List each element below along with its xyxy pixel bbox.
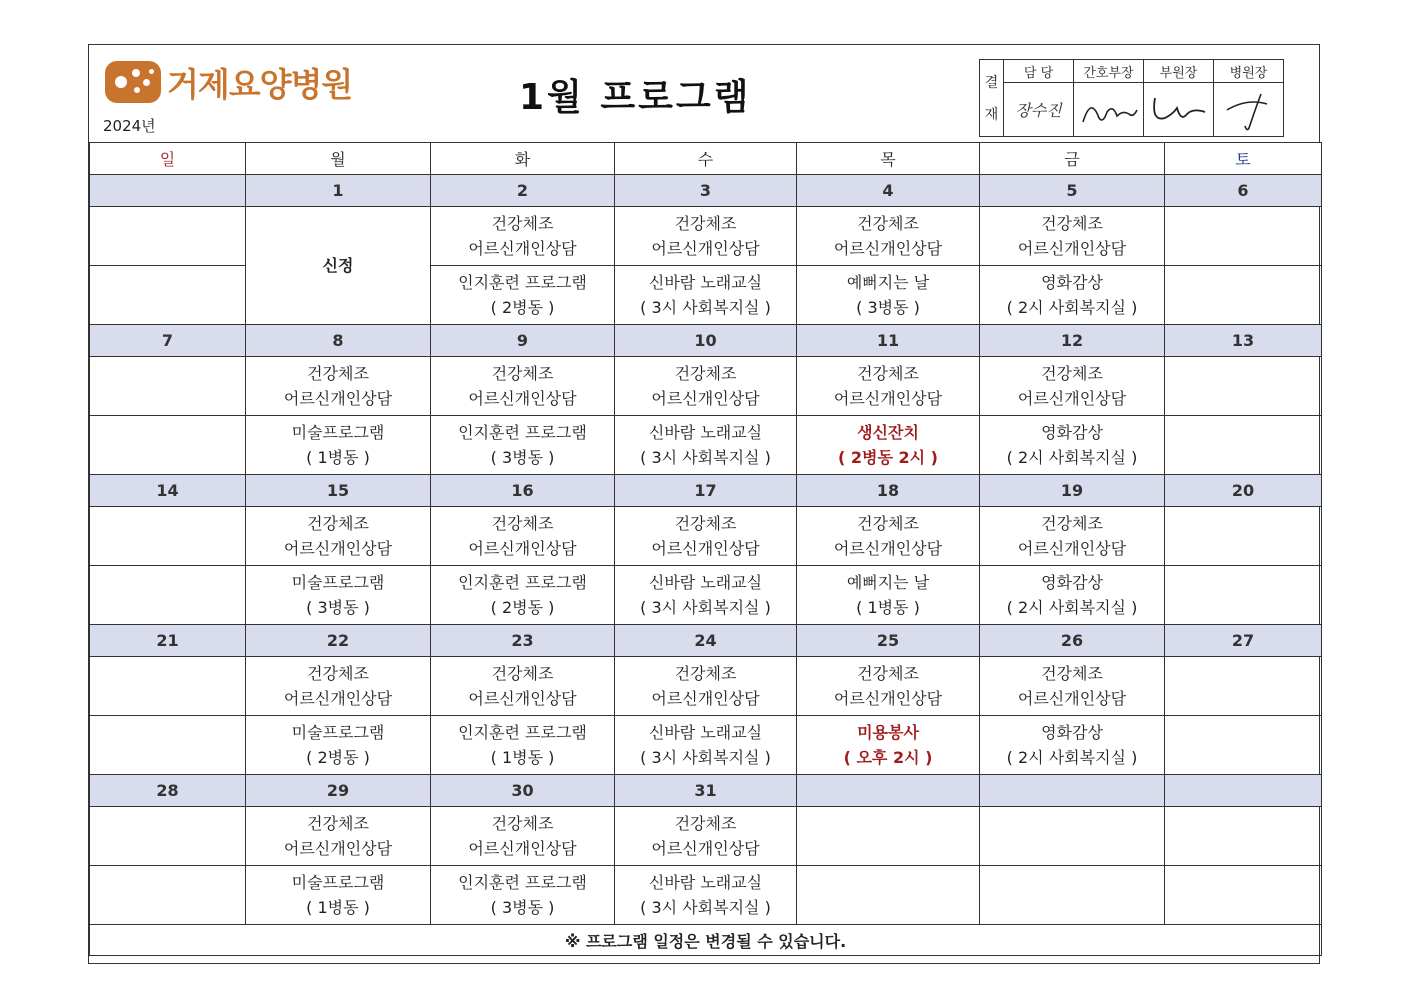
approval-col-director: 병원장: [1214, 60, 1283, 136]
year-label: 2024년: [103, 117, 156, 135]
hospital-logo-icon: [105, 61, 161, 103]
program-cell: [797, 357, 980, 416]
program-detail: 어르신개인상담: [651, 239, 760, 258]
date-cell: 22: [246, 625, 431, 657]
program-detail: ( 2시 사회복지실 ): [1006, 448, 1138, 467]
program-row: [90, 807, 1322, 866]
program-name: 신바람 노래교실: [648, 723, 763, 742]
program-detail: ( 3시 사회복지실 ): [640, 448, 771, 467]
date-cell: 12: [980, 325, 1165, 357]
program-name: 영화감상: [1041, 273, 1103, 292]
date-cell: 11: [797, 325, 980, 357]
program-detail: 어르신개인상담: [468, 239, 577, 258]
approval-label: 결 재: [980, 60, 1004, 136]
program-name: 신바람 노래교실: [648, 573, 763, 592]
program-row: [90, 866, 1322, 925]
program-cell: [1165, 716, 1322, 775]
hospital-name: 거제요양병원: [167, 64, 353, 104]
date-cell: 20: [1165, 475, 1322, 507]
program-detail: ( 2병동 ): [490, 598, 555, 617]
program-name: 건강체조: [674, 364, 737, 383]
date-cell: 13: [1165, 325, 1322, 357]
program-cell: [980, 507, 1165, 566]
date-cell: 29: [246, 775, 431, 807]
program-name: 건강체조: [491, 664, 554, 683]
program-row: [90, 657, 1322, 716]
date-cell: 24: [615, 625, 797, 657]
date-cell: 27: [1165, 625, 1322, 657]
date-cell: [797, 775, 980, 807]
program-cell: [431, 207, 615, 266]
date-cell: 26: [980, 625, 1165, 657]
program-name: 영화감상: [1041, 423, 1103, 442]
weekday-header: 토: [1165, 143, 1322, 175]
program-cell: [1165, 807, 1322, 866]
program-cell: [615, 716, 797, 775]
date-cell: 19: [980, 475, 1165, 507]
program-cell: [980, 566, 1165, 625]
program-detail: ( 2병동 2시 ): [838, 448, 938, 467]
program-detail: ( 1병동 ): [856, 598, 920, 617]
program-detail: 어르신개인상담: [1017, 389, 1127, 408]
program-cell: [246, 716, 431, 775]
program-cell: [797, 207, 980, 266]
program-cell: [980, 207, 1165, 266]
program-name: 건강체조: [1041, 664, 1103, 683]
program-name: 영화감상: [1041, 723, 1103, 742]
program-name: 인지훈련 프로그램: [458, 873, 587, 892]
program-name: 인지훈련 프로그램: [458, 723, 587, 742]
program-detail: ( 1병동 ): [306, 898, 370, 917]
program-name: 건강체조: [307, 664, 369, 683]
program-cell: [431, 716, 615, 775]
weekday-header-row: [90, 143, 1322, 175]
program-cell: [90, 507, 246, 566]
program-cell: [1165, 657, 1322, 716]
program-detail: 어르신개인상담: [651, 689, 760, 708]
program-detail: 어르신개인상담: [651, 839, 760, 858]
program-name: 신바람 노래교실: [648, 273, 763, 292]
manager-signature: 장수진: [1015, 101, 1062, 120]
program-cell: [980, 657, 1165, 716]
program-cell: [615, 807, 797, 866]
program-cell: [980, 716, 1165, 775]
program-cell: [431, 657, 615, 716]
program-cell: [1165, 866, 1322, 925]
program-cell: [797, 416, 980, 475]
program-detail: 어르신개인상담: [833, 689, 943, 708]
program-cell: [615, 207, 797, 266]
program-cell: [615, 657, 797, 716]
date-cell: 8: [246, 325, 431, 357]
program-cell: [615, 416, 797, 475]
program-cell: [980, 357, 1165, 416]
date-cell: 30: [431, 775, 615, 807]
hospital-logo: [105, 57, 352, 107]
program-row: [90, 507, 1322, 566]
program-name: 건강체조: [491, 364, 554, 383]
program-detail: 어르신개인상담: [833, 389, 943, 408]
date-cell: 21: [90, 625, 246, 657]
program-cell: [90, 657, 246, 716]
program-name: 인지훈련 프로그램: [458, 273, 587, 292]
program-name: 예뻐지는 날: [846, 273, 930, 292]
program-cell: [615, 866, 797, 925]
program-cell: [797, 657, 980, 716]
program-cell: [980, 807, 1165, 866]
program-cell: [615, 507, 797, 566]
date-cell: 14: [90, 475, 246, 507]
program-name: 신바람 노래교실: [648, 873, 763, 892]
program-cell: [246, 416, 431, 475]
program-name: 건강체조: [491, 214, 554, 233]
date-row: [90, 325, 1322, 357]
program-name: 생신잔치: [857, 423, 919, 442]
program-name: 건강체조: [674, 814, 737, 833]
program-cell: [615, 266, 797, 325]
program-cell: [1165, 357, 1322, 416]
date-cell: 3: [615, 175, 797, 207]
date-cell: 16: [431, 475, 615, 507]
program-row: [90, 416, 1322, 475]
holiday-cell: 신정: [246, 207, 431, 325]
weekday-header: 금: [980, 143, 1165, 175]
date-cell: [980, 775, 1165, 807]
date-cell: 7: [90, 325, 246, 357]
date-cell: [1165, 775, 1322, 807]
program-detail: 어르신개인상담: [833, 539, 943, 558]
program-detail: 어르신개인상담: [283, 539, 393, 558]
program-detail: 어르신개인상담: [651, 389, 760, 408]
program-detail: ( 3시 사회복지실 ): [640, 298, 771, 317]
program-cell: [431, 566, 615, 625]
monthly-calendar: [89, 142, 1322, 956]
date-cell: 18: [797, 475, 980, 507]
program-cell: [615, 357, 797, 416]
date-cell: 23: [431, 625, 615, 657]
program-cell: [797, 266, 980, 325]
program-cell: [431, 357, 615, 416]
program-name: 건강체조: [674, 514, 737, 533]
program-cell: [1165, 416, 1322, 475]
approval-box: [979, 59, 1284, 137]
program-detail: 어르신개인상담: [468, 389, 577, 408]
program-name: 건강체조: [857, 364, 919, 383]
program-detail: ( 2시 사회복지실 ): [1006, 298, 1138, 317]
sheet-header: [89, 45, 1319, 142]
program-name: 미술프로그램: [291, 723, 385, 742]
program-name: 미용봉사: [857, 723, 919, 742]
program-detail: 어르신개인상담: [283, 689, 393, 708]
program-name: 건강체조: [674, 214, 737, 233]
program-cell: [980, 416, 1165, 475]
program-cell: [246, 657, 431, 716]
program-name: 인지훈련 프로그램: [458, 423, 587, 442]
program-name: 건강체조: [307, 514, 369, 533]
date-cell: [90, 175, 246, 207]
date-cell: 28: [90, 775, 246, 807]
program-cell: [246, 566, 431, 625]
program-name: 예뻐지는 날: [846, 573, 930, 592]
program-name: 인지훈련 프로그램: [458, 573, 587, 592]
weekday-header: 화: [431, 143, 615, 175]
date-cell: 9: [431, 325, 615, 357]
date-cell: 2: [431, 175, 615, 207]
program-detail: ( 2병동 ): [490, 298, 555, 317]
vice-director-signature: [1144, 83, 1213, 136]
program-detail: 어르신개인상담: [283, 839, 393, 858]
program-cell: [431, 416, 615, 475]
program-cell: [431, 866, 615, 925]
program-detail: 어르신개인상담: [651, 539, 760, 558]
program-name: 미술프로그램: [291, 423, 385, 442]
program-cell: [980, 266, 1165, 325]
program-row: [90, 357, 1322, 416]
program-name: 건강체조: [1041, 364, 1103, 383]
program-detail: ( 2시 사회복지실 ): [1006, 598, 1138, 617]
program-name: 건강체조: [307, 364, 369, 383]
date-cell: 10: [615, 325, 797, 357]
date-row: [90, 175, 1322, 207]
weekday-header: 일: [90, 143, 246, 175]
program-name: 건강체조: [857, 214, 919, 233]
program-cell: [90, 416, 246, 475]
program-detail: 어르신개인상담: [468, 689, 577, 708]
program-cell: [90, 807, 246, 866]
program-cell: [431, 807, 615, 866]
program-name: 건강체조: [857, 514, 919, 533]
program-detail: ( 오후 2시 ): [843, 748, 933, 767]
program-detail: 어르신개인상담: [283, 389, 393, 408]
program-cell: [980, 866, 1165, 925]
program-detail: 어르신개인상담: [468, 839, 577, 858]
program-name: 건강체조: [1041, 514, 1103, 533]
program-cell: [90, 266, 246, 325]
program-cell: [1165, 566, 1322, 625]
program-detail: ( 3시 사회복지실 ): [640, 598, 771, 617]
program-detail: 어르신개인상담: [1017, 539, 1127, 558]
weekday-header: 월: [246, 143, 431, 175]
program-cell: [90, 207, 246, 266]
program-cell: [431, 266, 615, 325]
date-cell: 5: [980, 175, 1165, 207]
program-cell: [246, 807, 431, 866]
program-detail: ( 3시 사회복지실 ): [640, 898, 771, 917]
program-detail: 어르신개인상담: [833, 239, 943, 258]
program-sheet: [88, 44, 1320, 964]
program-name: 신바람 노래교실: [648, 423, 763, 442]
program-name: 건강체조: [1041, 214, 1103, 233]
program-name: 건강체조: [307, 814, 369, 833]
program-cell: [90, 357, 246, 416]
program-cell: [615, 566, 797, 625]
program-detail: ( 3병동 ): [306, 598, 370, 617]
date-cell: 15: [246, 475, 431, 507]
weekday-header: 수: [615, 143, 797, 175]
program-detail: ( 3시 사회복지실 ): [640, 748, 771, 767]
weekday-header: 목: [797, 143, 980, 175]
program-cell: [90, 716, 246, 775]
program-detail: ( 2시 사회복지실 ): [1006, 748, 1138, 767]
program-cell: [797, 566, 980, 625]
program-name: 건강체조: [491, 814, 554, 833]
program-detail: 어르신개인상담: [1017, 689, 1127, 708]
date-row: [90, 775, 1322, 807]
program-cell: [90, 866, 246, 925]
program-detail: 어르신개인상담: [468, 539, 577, 558]
program-row: [90, 566, 1322, 625]
program-name: 건강체조: [491, 514, 554, 533]
date-cell: 1: [246, 175, 431, 207]
program-detail: ( 3병동 ): [856, 298, 920, 317]
date-cell: 4: [797, 175, 980, 207]
program-cell: [797, 866, 980, 925]
date-row: [90, 475, 1322, 507]
program-cell: [797, 507, 980, 566]
program-detail: ( 3병동 ): [490, 448, 555, 467]
program-cell: [1165, 207, 1322, 266]
date-cell: 17: [615, 475, 797, 507]
program-name: 영화감상: [1041, 573, 1103, 592]
approval-col-vice-director: 부원장: [1144, 60, 1214, 136]
program-cell: [1165, 266, 1322, 325]
program-detail: ( 1병동 ): [490, 748, 555, 767]
program-name: 미술프로그램: [291, 873, 385, 892]
program-cell: [90, 566, 246, 625]
program-cell: [246, 507, 431, 566]
date-cell: 6: [1165, 175, 1322, 207]
program-detail: ( 1병동 ): [306, 448, 370, 467]
date-cell: 31: [615, 775, 797, 807]
program-detail: ( 2병동 ): [306, 748, 370, 767]
program-detail: ( 3병동 ): [490, 898, 555, 917]
program-cell: [797, 807, 980, 866]
program-cell: [797, 716, 980, 775]
page-title: 1월 프로그램: [519, 77, 752, 118]
program-name: 건강체조: [674, 664, 737, 683]
date-row: [90, 625, 1322, 657]
nursing-head-signature: [1074, 83, 1143, 136]
program-cell: [1165, 507, 1322, 566]
program-row: [90, 716, 1322, 775]
schedule-change-note: ※ 프로그램 일정은 변경될 수 있습니다.: [90, 925, 1322, 956]
approval-col-manager: 담 당 장수진: [1004, 60, 1074, 136]
director-signature: [1214, 83, 1283, 136]
program-cell: [246, 357, 431, 416]
program-cell: [431, 507, 615, 566]
program-name: 건강체조: [857, 664, 919, 683]
approval-col-nursing-head: 간호부장: [1074, 60, 1144, 136]
program-name: 미술프로그램: [291, 573, 385, 592]
program-cell: [246, 866, 431, 925]
program-detail: 어르신개인상담: [1017, 239, 1127, 258]
program-row: [90, 207, 1322, 266]
date-cell: 25: [797, 625, 980, 657]
